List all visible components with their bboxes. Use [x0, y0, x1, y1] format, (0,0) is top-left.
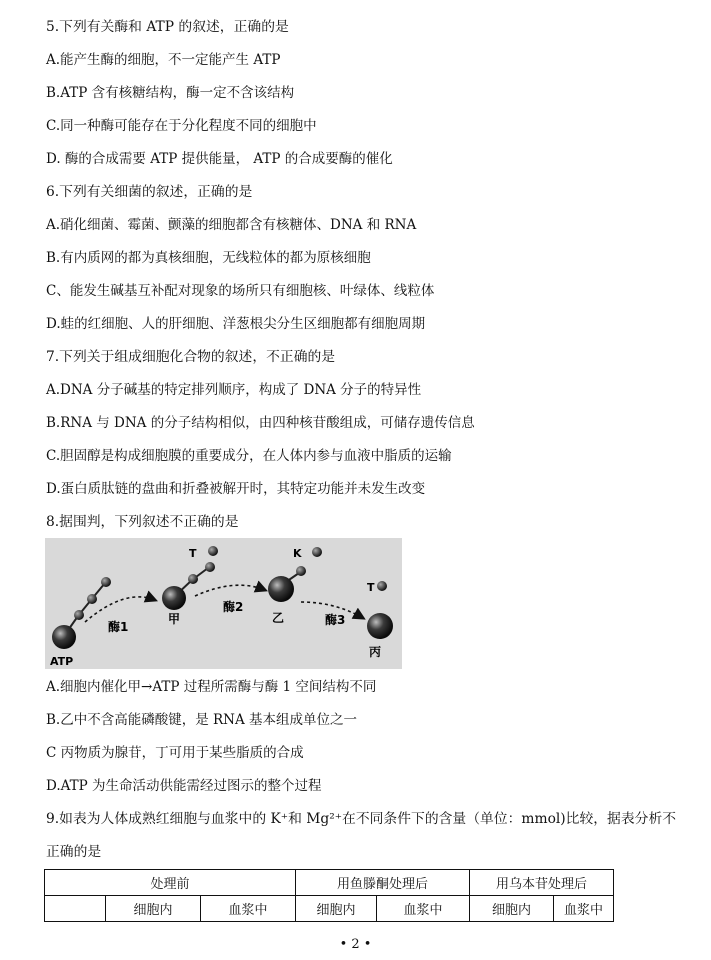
enzyme1-label: 酶1	[108, 620, 129, 634]
table-subheader-row	[45, 896, 614, 922]
table-group-header-row	[45, 870, 614, 896]
table-group-before: 处理前	[45, 870, 296, 896]
q9-stem-line2: 正确的是	[46, 844, 102, 860]
q8-option-a: A.细胞内催化甲→ATP 过程所需酶与酶 1 空间结构不同	[46, 679, 377, 695]
table-group-ouabain: 用乌本苷处理后	[470, 870, 614, 896]
q5-option-b: B.ATP 含有核糖结构，酶一定不含该结构	[46, 85, 295, 101]
ion-content-table	[44, 869, 614, 922]
reaction-arrow-2	[195, 585, 265, 596]
enzyme3-label: 酶3	[325, 613, 346, 627]
jia-label: 甲	[168, 612, 181, 626]
q7-stem: 7.下列关于组成细胞化合物的叙述，不正确的是	[46, 349, 336, 365]
atp-hydrolysis-figure	[45, 538, 402, 669]
atp-label: ATP	[50, 655, 74, 668]
table-subheader: 血浆中	[554, 896, 614, 922]
enzyme2-label: 酶2	[223, 600, 244, 614]
q8-option-b: B.乙中不含高能磷酸键，是 RNA 基本组成单位之一	[46, 712, 358, 728]
t-label-2: T	[367, 581, 375, 594]
q9-stem-line1: 9.如表为人体成熟红细胞与血浆中的 K⁺和 Mg²⁺在不同条件下的含量（单位：mmol)比较，据表分析不	[46, 811, 677, 827]
t-label-1: T	[189, 547, 197, 560]
q6-option-d: D.蛙的红细胞、人的肝细胞、洋葱根尖分生区细胞都有细胞周期	[46, 316, 426, 332]
table-subheader: 细胞内	[106, 896, 201, 922]
bing-label: 丙	[369, 645, 382, 659]
page-number: • 2 •	[339, 937, 372, 952]
q6-option-c: C、能发生碱基互补配对现象的场所只有细胞核、叶绿体、线粒体	[46, 283, 435, 299]
table-subheader: 细胞内	[296, 896, 377, 922]
table-subheader: 血浆中	[377, 896, 470, 922]
q5-stem: 5.下列有关酶和 ATP 的叙述，正确的是	[46, 19, 289, 35]
atp-molecule	[52, 577, 111, 649]
k-label: K	[293, 547, 302, 560]
table-corner-cell	[45, 896, 106, 922]
yi-label: 乙	[272, 611, 285, 625]
table-subheader: 血浆中	[201, 896, 296, 922]
q7-option-d: D.蛋白质肽链的盘曲和折叠被解开时，其特定功能并未发生改变	[46, 481, 426, 497]
q8-option-d: D.ATP 为生命活动供能需经过图示的整个过程	[46, 778, 322, 794]
table-subheader: 细胞内	[470, 896, 554, 922]
q5-option-d: D. 酶的合成需要 ATP 提供能量， ATP 的合成要酶的催化	[46, 151, 393, 167]
q8-stem: 8.据围判，下列叙述不正确的是	[46, 514, 239, 530]
q6-option-a: A.硝化细菌、霉菌、颤藻的细胞都含有核糖体、DNA 和 RNA	[46, 217, 417, 233]
q6-stem: 6.下列有关细菌的叙述，正确的是	[46, 184, 253, 200]
table-group-rotenone: 用鱼滕酮处理后	[296, 870, 470, 896]
q5-option-c: C.同一种酶可能存在于分化程度不同的细胞中	[46, 118, 317, 134]
q7-option-c: C.胆固醇是构成细胞膜的重要成分，在人体内参与血液中脂质的运输	[46, 448, 452, 464]
q8-option-c: C 丙物质为腺苷，丁可用于某些脂质的合成	[46, 745, 304, 761]
q6-option-b: B.有内质网的都为真核细胞，无线粒体的都为原核细胞	[46, 250, 371, 266]
q7-option-a: A.DNA 分子碱基的特定排列顺序，构成了 DNA 分子的特异性	[46, 382, 422, 398]
q5-option-a: A.能产生酶的细胞，不一定能产生 ATP	[46, 52, 281, 68]
q7-option-b: B.RNA 与 DNA 的分子结构相似，由四种核苷酸组成，可储存遗传信息	[46, 415, 475, 431]
